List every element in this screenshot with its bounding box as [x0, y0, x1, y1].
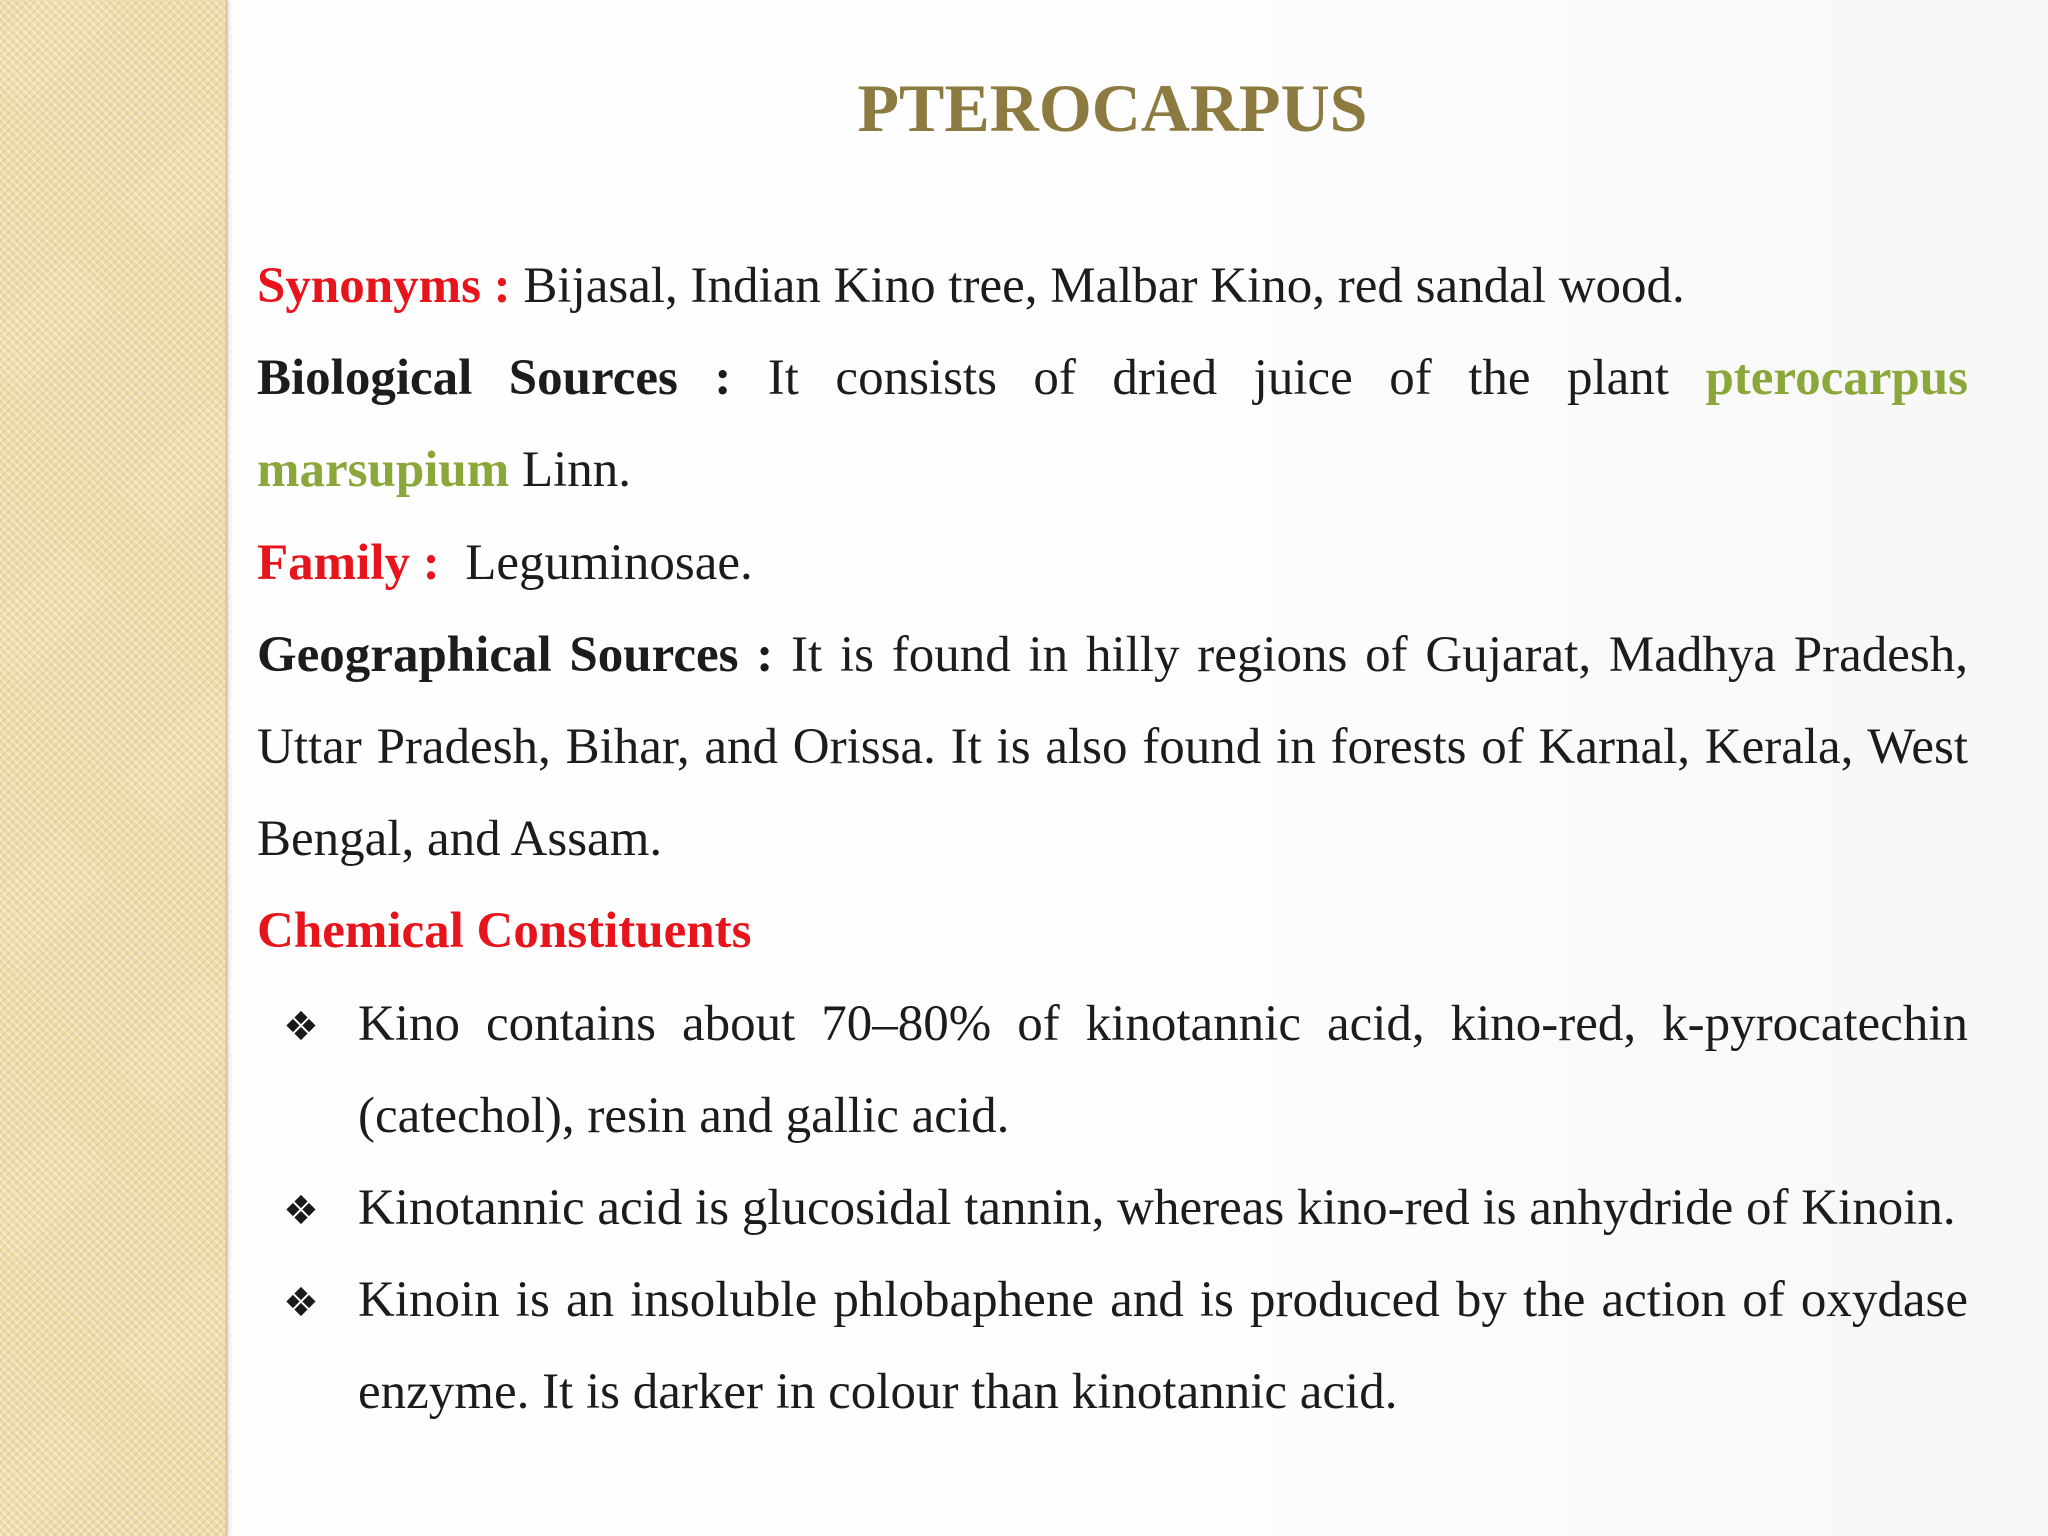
species-name-part-2: marsupium — [257, 442, 510, 499]
bullet-line — [358, 1162, 1968, 1254]
chemical-constituents-heading — [257, 885, 1968, 977]
chemical-constituents-label: Chemical Constituents — [257, 903, 752, 960]
decorative-side-strip — [0, 0, 228, 1536]
diamond-bullet-icon: ❖ — [283, 1003, 319, 1050]
geographical-sources-text: It is found in hilly regions of Gujarat, Madhya Pradesh, — [773, 626, 1968, 683]
bullet-line — [358, 1254, 1968, 1346]
geographical-sources-label: Geographical Sources : — [257, 626, 774, 683]
synonyms-text: Bijasal, Indian Kino tree, Malbar Kino, red sandal wood. — [510, 258, 1685, 314]
bullet-item — [257, 1162, 1968, 1254]
geographical-sources-line-3 — [257, 793, 1968, 885]
bullet-line — [358, 1346, 1968, 1438]
diamond-bullet-icon: ❖ — [283, 1280, 319, 1327]
bullet-item — [257, 1254, 1968, 1438]
bullet-line — [358, 1070, 1968, 1162]
bullet-line — [358, 978, 1968, 1070]
geographical-sources-text: Uttar Pradesh, Bihar, and Orissa. It is also found in forests of Karnal, Kerala, West — [257, 718, 1968, 775]
bullet-item — [257, 978, 1968, 1162]
slide-body — [257, 240, 1968, 1438]
species-authority: Linn. — [509, 442, 632, 499]
biological-sources-line-1 — [257, 332, 1968, 424]
bullet-text: Kino contains about 70–80% of kinotannic acid, kino-red, k-pyrocatechin — [358, 995, 1968, 1052]
slide-title: PTEROCARPUS — [857, 70, 1368, 146]
biological-sources-text: It consists of dried juice of the plant — [731, 350, 1706, 407]
bullet-text: Kinoin is an insoluble phlobaphene and is produced by the action of oxydase — [358, 1272, 1968, 1329]
family-label: Family : — [257, 534, 440, 591]
geographical-sources-line-2 — [257, 701, 1968, 793]
bullet-text: (catechol), resin and gallic acid. — [358, 1087, 1010, 1144]
synonyms-line — [257, 240, 1968, 332]
biological-sources-label: Biological Sources : — [257, 350, 732, 407]
species-name-part-1: pterocarpus — [1705, 350, 1968, 407]
diamond-bullet-icon: ❖ — [283, 1187, 319, 1234]
geographical-sources-line-1 — [257, 609, 1968, 701]
family-text: Leguminosae. — [439, 534, 753, 591]
bullet-text: Kinotannic acid is glucosidal tannin, whereas kino-red is anhydride of Kinoin. — [358, 1179, 1956, 1236]
biological-sources-line-2 — [257, 424, 1968, 516]
geographical-sources-text: Bengal, and Assam. — [257, 811, 663, 868]
synonyms-label: Synonyms : — [257, 258, 511, 314]
bullet-text: enzyme. It is darker in colour than kinotannic acid. — [358, 1364, 1398, 1421]
family-line — [257, 517, 1968, 609]
